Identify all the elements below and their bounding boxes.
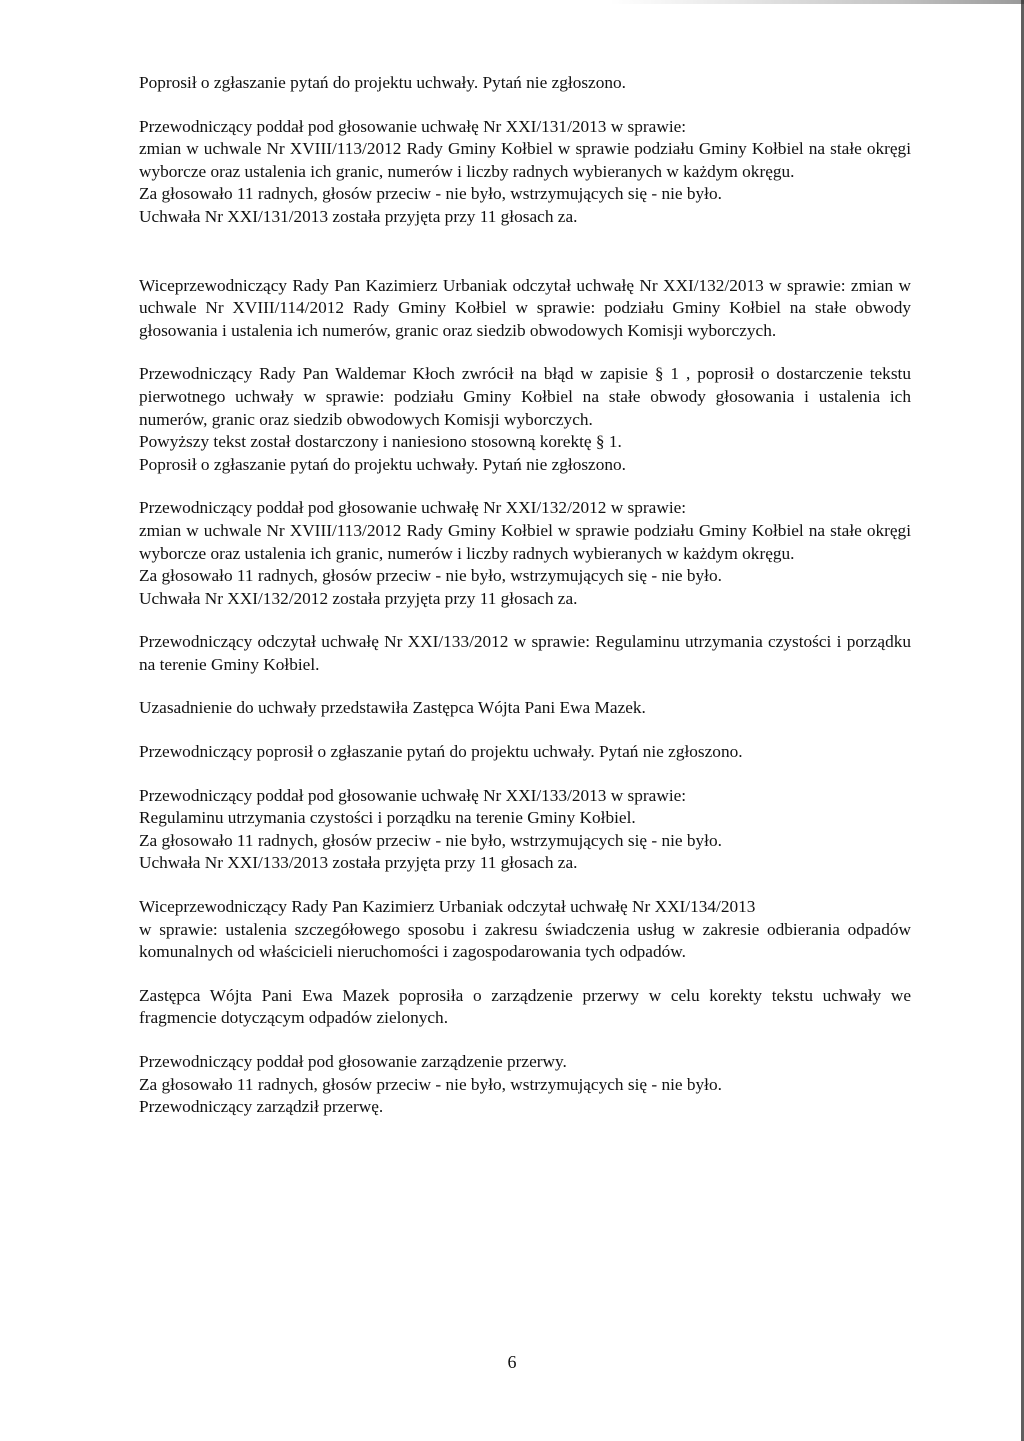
text-line: Wiceprzewodniczący Rady Pan Kazimierz Urbaniak odczytał uchwałę Nr XXI/134/2013	[139, 897, 756, 917]
paragraph-questions-1	[139, 72, 911, 95]
text-line: Za głosowało 11 radnych, głosów przeciw - nie było, wstrzymujących się - nie było.	[139, 566, 722, 586]
text-line: Uchwała Nr XXI/133/2013 została przyjęta przy 11 głosach za.	[139, 853, 578, 873]
paragraph-reading-133	[139, 631, 911, 676]
text-line: w sprawie: ustalenia szczegółowego sposobu i zakresu świadczenia usług w zakresie odbierania odpadów komunalnych od właścicieli nieruchomości i zagospodarowania tych odpadów.	[139, 919, 911, 962]
scan-edge-top	[610, 0, 1024, 4]
paragraph-vote-133	[139, 785, 911, 875]
text-line: Poprosił o zgłaszanie pytań do projektu uchwały. Pytań nie zgłoszono.	[139, 454, 626, 474]
text-line: Uchwała Nr XXI/132/2012 została przyjęta przy 11 głosach za.	[139, 588, 578, 608]
text-line: Przewodniczący odczytał uchwałę Nr XXI/133/2012 w sprawie: Regulaminu utrzymania czystości i porządku na terenie Gminy Kołbiel.	[139, 632, 911, 674]
text-line: zmian w uchwale Nr XVIII/113/2012 Rady Gminy Kołbiel w sprawie podziału Gminy Kołbiel na stałe okręgi wyborcze oraz ustalenia ich granic, numerów i liczby radnych wybieranych w każdym okręgu.	[139, 520, 911, 563]
text-line: Powyższy tekst został dostarczony i naniesiono stosowną korektę § 1.	[139, 432, 622, 452]
text-line: Przewodniczący poddał pod głosowanie uchwałę Nr XXI/132/2012 w sprawie:	[139, 498, 687, 518]
paragraph-vote-132	[139, 497, 911, 610]
text-line: Przewodniczący poddał pod głosowanie uchwałę Nr XXI/133/2013 w sprawie:	[139, 785, 687, 805]
text-line: Przewodniczący poddał pod głosowanie uchwałę Nr XXI/131/2013 w sprawie:	[139, 116, 687, 136]
paragraph-break-vote	[139, 1051, 911, 1119]
text-line: Regulaminu utrzymania czystości i porządku na terenie Gminy Kołbiel.	[139, 808, 636, 828]
text-line: Poprosił o zgłaszanie pytań do projektu uchwały. Pytań nie zgłoszono.	[139, 73, 626, 92]
text-line: Uchwała Nr XXI/131/2013 została przyjęta przy 11 głosach za.	[139, 206, 578, 226]
text-line: Za głosowało 11 radnych, głosów przeciw - nie było, wstrzymujących się - nie było.	[139, 830, 722, 850]
paragraph-questions-2	[139, 741, 911, 764]
paragraph-reading-132	[139, 275, 911, 343]
text-line: Przewodniczący Rady Pan Waldemar Kłoch zwrócił na błąd w zapisie § 1 , poprosił o dostarczenie tekstu pierwotnego uchwały w sprawie: podziału Gminy Kołbiel na stałe obwody głosowania i ustalenia ich numerów, granic oraz siedzib obwodowych Komisji wyborczych.	[139, 364, 911, 429]
text-line: Za głosowało 11 radnych, głosów przeciw - nie było, wstrzymujących się - nie było.	[139, 1074, 722, 1094]
text-line: Uzasadnienie do uchwały przedstawiła Zastępca Wójta Pani Ewa Mazek.	[139, 698, 646, 718]
document-body	[139, 72, 911, 1119]
paragraph-vote-131	[139, 116, 911, 229]
text-line: Przewodniczący poprosił o zgłaszanie pytań do projektu uchwały. Pytań nie zgłoszono.	[139, 742, 743, 762]
text-line: Za głosowało 11 radnych, głosów przeciw - nie było, wstrzymujących się - nie było.	[139, 184, 722, 204]
paragraph-justification	[139, 697, 911, 720]
page-number: 6	[507, 1352, 517, 1372]
paragraph-break-request	[139, 985, 911, 1030]
paragraph-correction	[139, 363, 911, 476]
text-line: Przewodniczący zarządził przerwę.	[139, 1097, 384, 1117]
text-line: Wiceprzewodniczący Rady Pan Kazimierz Urbaniak odczytał uchwałę Nr XXI/132/2013 w sprawie: zmian w uchwale Nr XVIII/114/2012 Rady Gminy Kołbiel w sprawie: podziału Gminy Kołbiel na stałe obwody głosowania i ustalenia ich numerów, granic oraz siedzib obwodowych Komisji wyborczych.	[139, 275, 911, 340]
text-line: zmian w uchwale Nr XVIII/113/2012 Rady Gminy Kołbiel w sprawie podziału Gminy Kołbiel na stałe okręgi wyborcze oraz ustalenia ich granic, numerów i liczby radnych wybieranych w każdym okręgu.	[139, 139, 911, 181]
paragraph-reading-134	[139, 896, 911, 964]
text-line: Przewodniczący poddał pod głosowanie zarządzenie przerwy.	[139, 1052, 567, 1071]
text-line: Zastępca Wójta Pani Ewa Mazek poprosiła o zarządzenie przerwy w celu korekty tekstu uchwały we fragmencie dotyczącym odpadów zielonych.	[139, 985, 911, 1028]
